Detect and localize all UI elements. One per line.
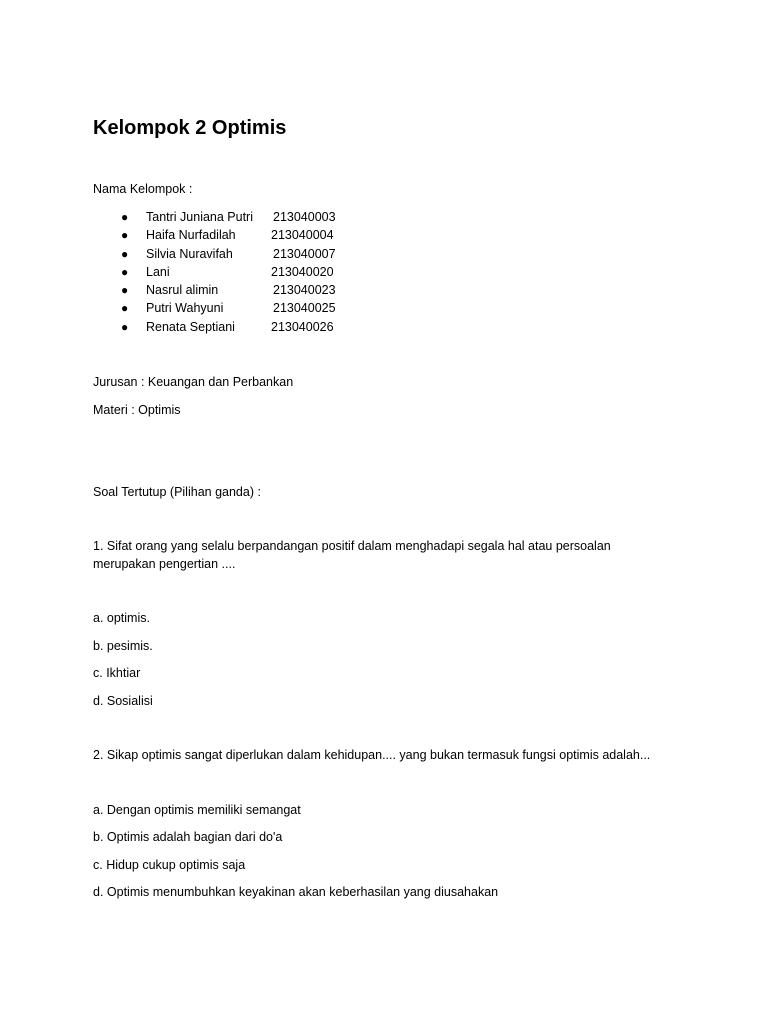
bullet-icon: ● <box>121 319 129 334</box>
question-1-option-a: a. optimis. <box>93 611 150 625</box>
member-nim: 213040023 <box>273 283 336 298</box>
question-2-option-d: d. Optimis menumbuhkan keyakinan akan keberhasilan yang diusahakan <box>93 885 499 899</box>
question-2-option-a: a. Dengan optimis memiliki semangat <box>93 803 301 817</box>
member-name: Silvia Nuravifah <box>146 246 233 261</box>
question-2-line-1: 2. Sikap optimis sangat diperlukan dalam kehidupan.... yang bukan termasuk fungsi optimis adalah... <box>93 748 651 762</box>
question-1-line-1: 1. Sifat orang yang selalu berpandangan positif dalam menghadapi segala hal atau persoalan <box>93 539 611 553</box>
member-name: Haifa Nurfadilah <box>146 228 236 243</box>
member-nim: 213040004 <box>271 228 334 243</box>
question-2-option-c: c. Hidup cukup optimis saja <box>93 858 246 872</box>
member-name: Nasrul alimin <box>146 283 219 298</box>
section-label: Soal Tertutup (Pilihan ganda) : <box>93 485 261 499</box>
bullet-icon: ● <box>121 283 129 298</box>
member-nim: 213040025 <box>273 301 336 316</box>
bullet-icon: ● <box>121 228 129 243</box>
question-1-option-b: b. pesimis. <box>93 639 153 653</box>
bullet-icon: ● <box>121 301 129 316</box>
member-nim: 213040007 <box>273 246 336 261</box>
bullet-icon: ● <box>121 264 129 279</box>
group-label: Nama Kelompok : <box>93 182 193 196</box>
bullet-icon: ● <box>121 246 129 261</box>
member-name: Lani <box>146 264 170 279</box>
member-name: Renata Septiani <box>146 319 235 334</box>
question-1-option-c: c. Ikhtiar <box>93 666 141 680</box>
member-nim: 213040026 <box>271 319 334 334</box>
bullet-icon: ● <box>121 210 129 224</box>
question-1-line-2: merupakan pengertian .... <box>93 557 236 571</box>
member-nim: 213040003 <box>273 210 336 224</box>
materi-line: Materi : Optimis <box>93 403 181 417</box>
jurusan-line: Jurusan : Keuangan dan Perbankan <box>93 375 294 389</box>
member-name: Putri Wahyuni <box>146 301 224 316</box>
question-2-option-b: b. Optimis adalah bagian dari do'a <box>93 830 283 844</box>
member-nim: 213040020 <box>271 264 334 279</box>
question-1-option-d: d. Sosialisi <box>93 694 153 708</box>
document-title: Kelompok 2 Optimis <box>93 117 287 139</box>
member-name: Tantri Juniana Putri <box>146 210 254 224</box>
